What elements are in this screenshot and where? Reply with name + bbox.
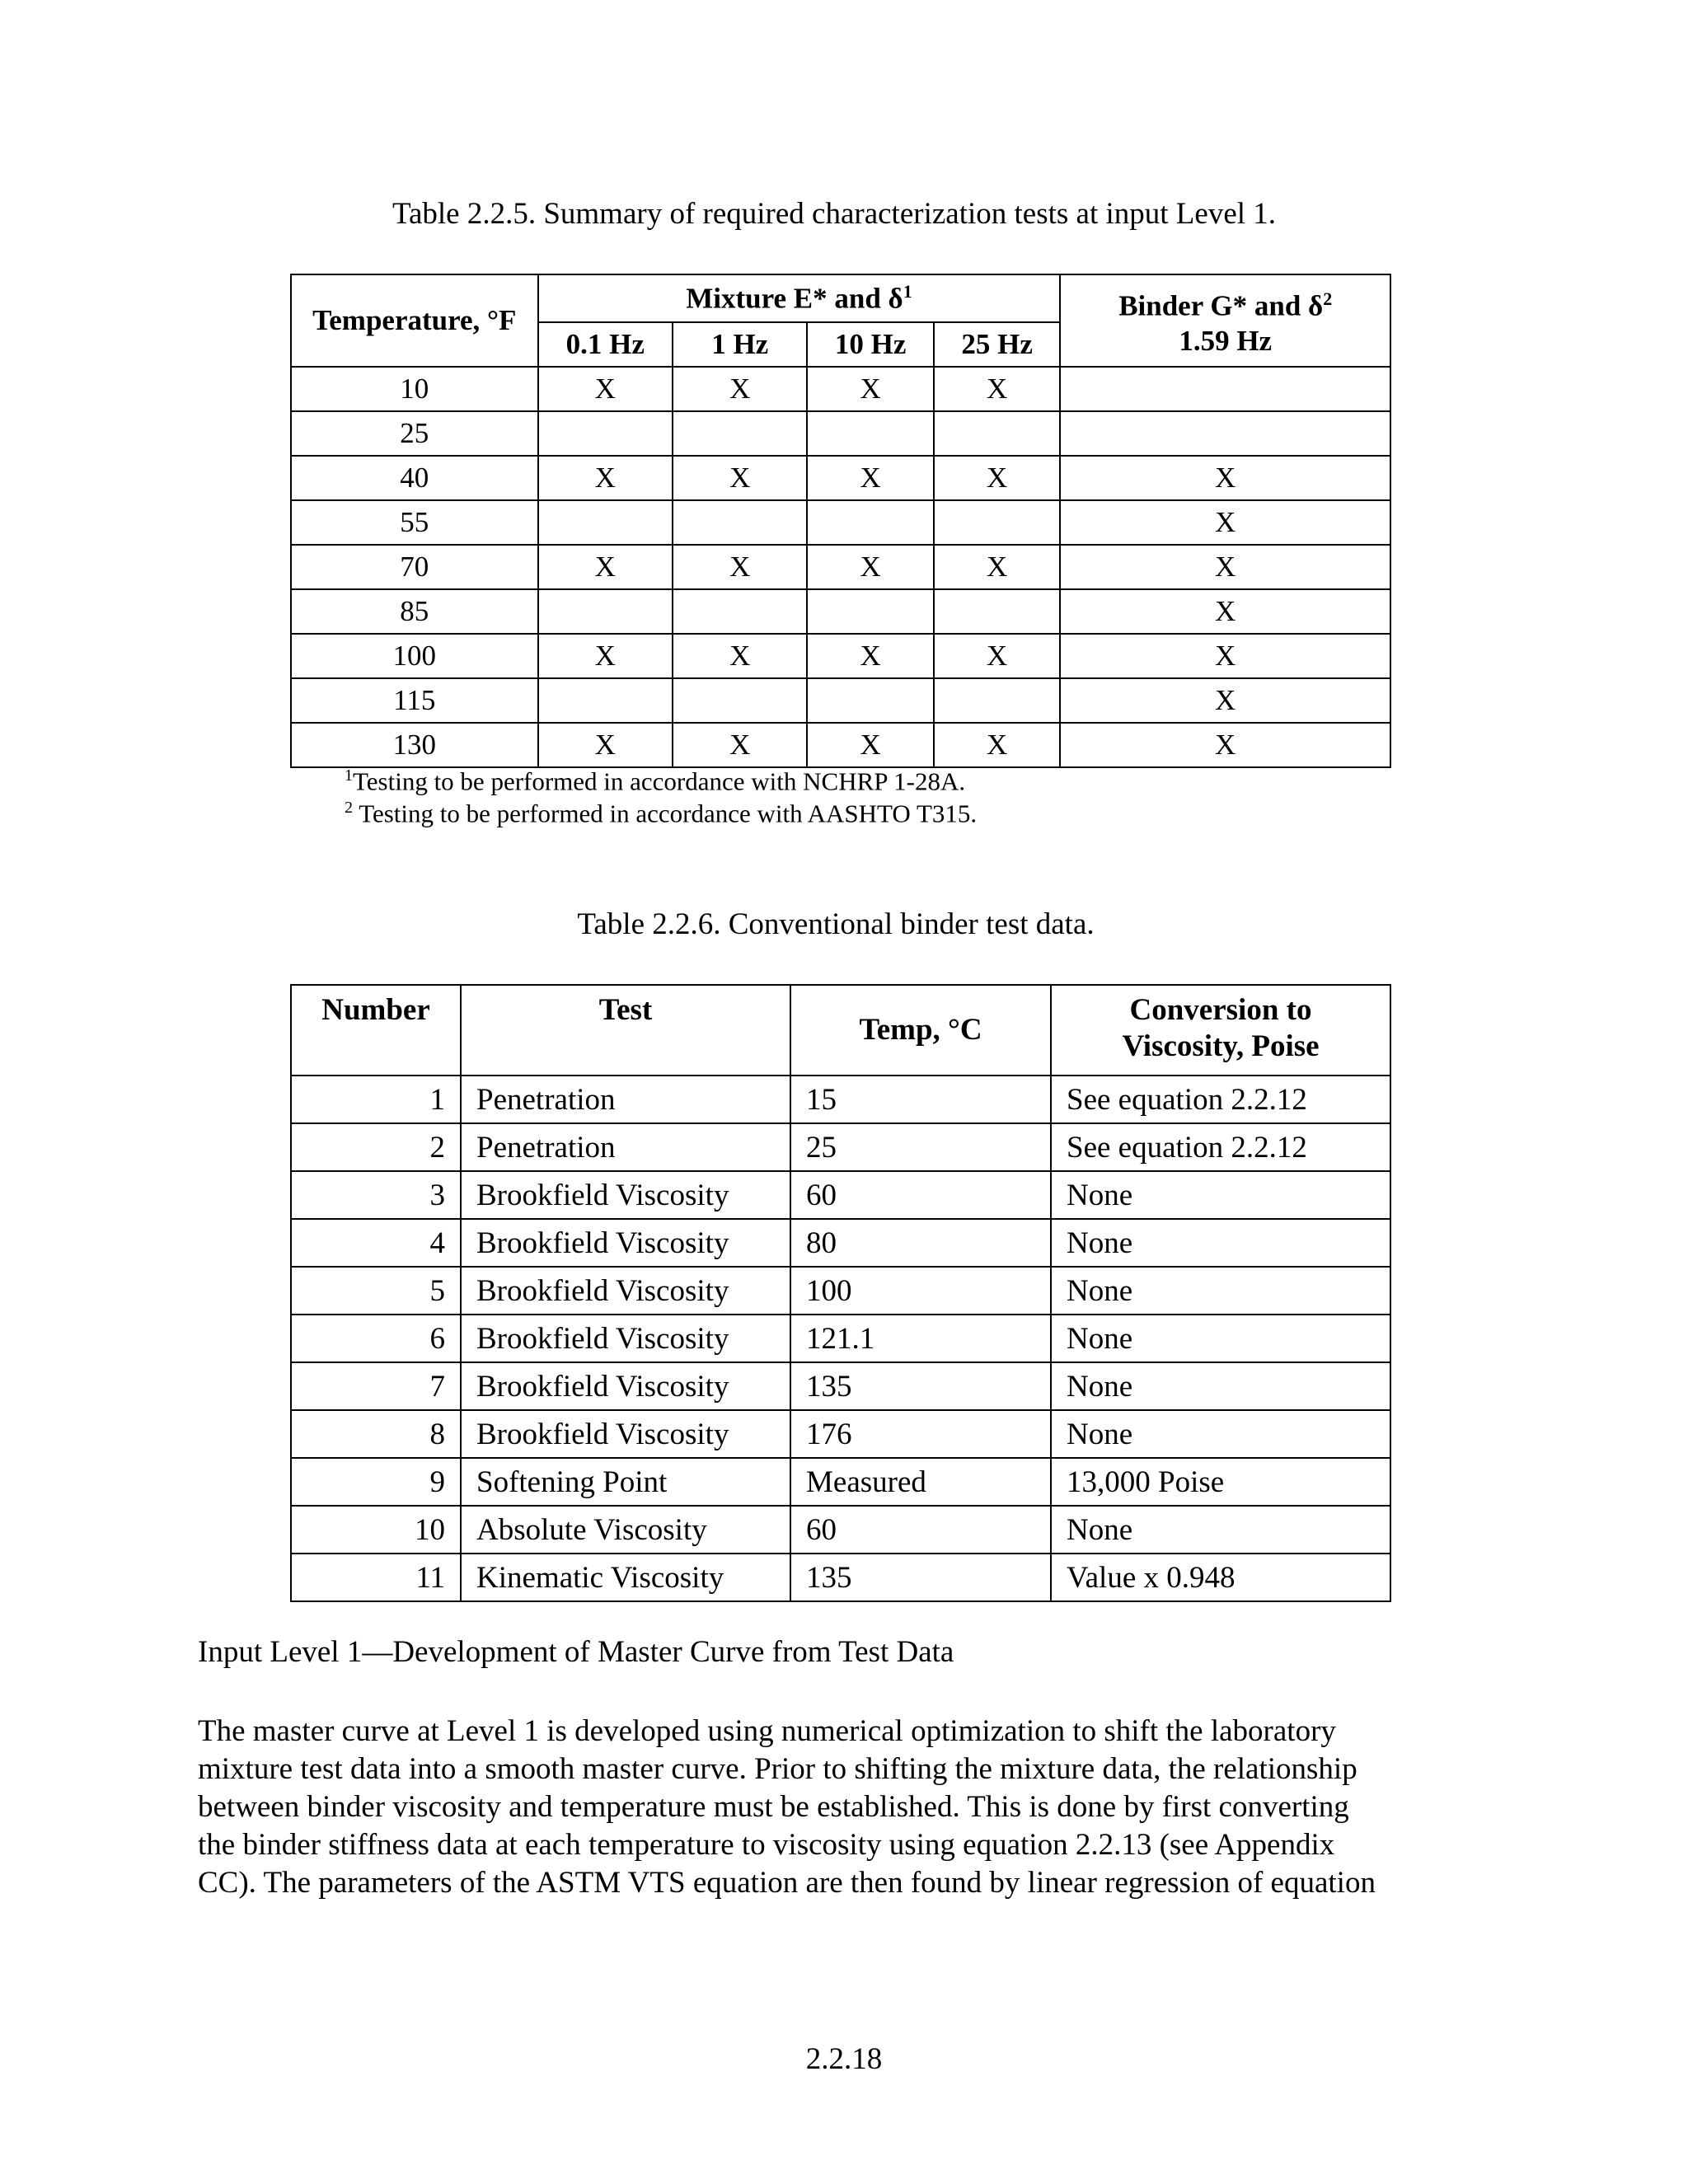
temp-cell: 176 xyxy=(790,1410,1051,1458)
mixture-test-cell xyxy=(673,678,807,723)
mixture-test-cell: X xyxy=(538,367,673,411)
binder-test-cell: X xyxy=(1060,545,1390,589)
freq-header: 1 Hz xyxy=(673,322,807,367)
temperature-cell: 130 xyxy=(291,723,538,767)
binder-test-cell xyxy=(1060,367,1390,411)
temp-cell: 15 xyxy=(790,1076,1051,1123)
test-cell: Penetration xyxy=(461,1123,790,1171)
temp-cell: 60 xyxy=(790,1506,1051,1554)
temperature-cell: 10 xyxy=(291,367,538,411)
test-cell: Brookfield Viscosity xyxy=(461,1362,790,1410)
conversion-cell: See equation 2.2.12 xyxy=(1051,1076,1390,1123)
paragraph-line: The master curve at Level 1 is developed using numerical optimization to shift the laboratory xyxy=(198,1714,1336,1748)
binder-test-cell: X xyxy=(1060,589,1390,634)
temp-cell: 80 xyxy=(790,1219,1051,1267)
test-cell: Softening Point xyxy=(461,1458,790,1506)
footnote-2: $^2$ Testing to be performed in accordance with AASHTO T315. xyxy=(345,799,978,828)
test-cell: Penetration xyxy=(461,1076,790,1123)
table-row xyxy=(291,1123,1390,1171)
binder-test-cell: X xyxy=(1060,500,1390,545)
mixture-test-cell xyxy=(934,411,1060,456)
binder-test-cell: X xyxy=(1060,634,1390,678)
binder-header: Binder G* and $\delta^2$ 1.59 Hz xyxy=(1060,274,1390,367)
freq-header: 0.1 Hz xyxy=(538,322,673,367)
mixture-test-cell: X xyxy=(807,723,933,767)
test-cell: Brookfield Viscosity xyxy=(461,1410,790,1458)
table-row xyxy=(291,1076,1390,1123)
mixture-test-cell: X xyxy=(934,634,1060,678)
table-row xyxy=(291,1458,1390,1506)
test-cell: Brookfield Viscosity xyxy=(461,1267,790,1315)
section-heading: Input Level 1—Development of Master Curve from Test Data xyxy=(198,1635,954,1669)
mixture-test-cell: X xyxy=(807,545,933,589)
table-2-2-6-caption: Table 2.2.6. Conventional binder test data. xyxy=(577,907,1095,941)
mixture-test-cell xyxy=(538,678,673,723)
freq-header: 10 Hz xyxy=(807,322,933,367)
mixture-test-cell xyxy=(807,500,933,545)
mixture-test-cell: X xyxy=(807,456,933,500)
page-number: 2.2.18 xyxy=(805,2042,883,2076)
mixture-test-cell: X xyxy=(538,634,673,678)
conversion-cell: Value x 0.948 xyxy=(1051,1554,1390,1601)
number-cell: 4 xyxy=(291,1219,461,1267)
mixture-test-cell xyxy=(538,411,673,456)
mixture-test-cell xyxy=(673,411,807,456)
mixture-test-cell: X xyxy=(538,545,673,589)
table-row xyxy=(291,545,1390,589)
number-cell: 8 xyxy=(291,1410,461,1458)
number-cell: 7 xyxy=(291,1362,461,1410)
number-cell: 11 xyxy=(291,1554,461,1601)
paragraph-line: mixture test data into a smooth master curve. Prior to shifting the mixture data, the relationship xyxy=(198,1752,1357,1786)
conversion-cell: See equation 2.2.12 xyxy=(1051,1123,1390,1171)
table-row xyxy=(291,367,1390,411)
mixture-test-cell: X xyxy=(673,545,807,589)
temperature-cell: 40 xyxy=(291,456,538,500)
mixture-test-cell xyxy=(934,500,1060,545)
number-cell: 1 xyxy=(291,1076,461,1123)
mixture-test-cell: X xyxy=(673,456,807,500)
paragraph-line: between binder viscosity and temperature must be established. This is done by first converting xyxy=(198,1790,1349,1824)
temperature-cell: 55 xyxy=(291,500,538,545)
number-cell: 6 xyxy=(291,1315,461,1362)
test-header: Test xyxy=(461,985,790,1076)
mixture-test-cell xyxy=(807,411,933,456)
table-row xyxy=(291,1171,1390,1219)
mixture-test-cell: X xyxy=(934,456,1060,500)
test-cell: Brookfield Viscosity xyxy=(461,1171,790,1219)
binder-test-cell xyxy=(1060,411,1390,456)
table-row xyxy=(291,1506,1390,1554)
temp-cell: 121.1 xyxy=(790,1315,1051,1362)
freq-header: 25 Hz xyxy=(934,322,1060,367)
temperature-cell: 25 xyxy=(291,411,538,456)
binder-test-data-table xyxy=(290,984,1391,1602)
table-row xyxy=(291,634,1390,678)
temperature-cell: 100 xyxy=(291,634,538,678)
mixture-test-cell: X xyxy=(807,634,933,678)
temp-cell: 135 xyxy=(790,1554,1051,1601)
table-row xyxy=(291,500,1390,545)
number-cell: 10 xyxy=(291,1506,461,1554)
mixture-test-cell: X xyxy=(673,723,807,767)
table-row xyxy=(291,456,1390,500)
temperature-header: Temperature, °F xyxy=(291,274,538,367)
mixture-test-cell: X xyxy=(934,545,1060,589)
table-row xyxy=(291,678,1390,723)
number-cell: 3 xyxy=(291,1171,461,1219)
test-cell: Brookfield Viscosity xyxy=(461,1219,790,1267)
table-row xyxy=(291,723,1390,767)
number-cell: 9 xyxy=(291,1458,461,1506)
mixture-test-cell xyxy=(673,500,807,545)
conversion-cell: 13,000 Poise xyxy=(1051,1458,1390,1506)
mixture-test-cell: X xyxy=(538,723,673,767)
test-cell: Brookfield Viscosity xyxy=(461,1315,790,1362)
table-2-2-5-caption: Table 2.2.5. Summary of required characterization tests at input Level 1. xyxy=(392,197,1277,231)
binder-test-cell: X xyxy=(1060,723,1390,767)
mixture-test-cell: X xyxy=(538,456,673,500)
test-cell: Absolute Viscosity xyxy=(461,1506,790,1554)
table-row xyxy=(291,1362,1390,1410)
paragraph-line: the binder stiffness data at each temperature to viscosity using equation 2.2.13 (see Appendix xyxy=(198,1828,1335,1862)
table-row xyxy=(291,1315,1390,1362)
temperature-cell: 85 xyxy=(291,589,538,634)
mixture-header: Mixture E* and $\delta^1$ xyxy=(538,274,1061,322)
mixture-test-cell xyxy=(807,589,933,634)
mixture-test-cell: X xyxy=(807,367,933,411)
number-cell: 2 xyxy=(291,1123,461,1171)
conversion-header: Conversion to Viscosity, Poise xyxy=(1051,985,1390,1076)
table-row xyxy=(291,1267,1390,1315)
temperature-cell: 115 xyxy=(291,678,538,723)
footnote-1: $^1$Testing to be performed in accordance with NCHRP 1-28A. xyxy=(345,766,966,796)
table-row xyxy=(291,1554,1390,1601)
characterization-tests-table xyxy=(290,274,1391,768)
binder-test-cell: X xyxy=(1060,678,1390,723)
mixture-test-cell: X xyxy=(934,367,1060,411)
body-paragraph xyxy=(198,1713,1500,1902)
table-row xyxy=(291,1219,1390,1267)
temp-cell: 25 xyxy=(790,1123,1051,1171)
temperature-cell: 70 xyxy=(291,545,538,589)
temp-header: Temp, °C xyxy=(790,985,1051,1076)
conversion-cell: None xyxy=(1051,1219,1390,1267)
mixture-test-cell xyxy=(934,589,1060,634)
mixture-test-cell xyxy=(807,678,933,723)
conversion-cell: None xyxy=(1051,1315,1390,1362)
paragraph-line: CC). The parameters of the ASTM VTS equation are then found by linear regression of equation xyxy=(198,1866,1376,1900)
table-row xyxy=(291,589,1390,634)
number-cell: 5 xyxy=(291,1267,461,1315)
table-row xyxy=(291,411,1390,456)
conversion-cell: None xyxy=(1051,1362,1390,1410)
conversion-cell: None xyxy=(1051,1410,1390,1458)
temp-cell: Measured xyxy=(790,1458,1051,1506)
temp-cell: 135 xyxy=(790,1362,1051,1410)
mixture-test-cell: X xyxy=(673,367,807,411)
mixture-test-cell: X xyxy=(934,723,1060,767)
mixture-test-cell xyxy=(673,589,807,634)
number-header: Number xyxy=(291,985,461,1076)
table-row xyxy=(291,1410,1390,1458)
temp-cell: 60 xyxy=(790,1171,1051,1219)
mixture-test-cell xyxy=(538,500,673,545)
temp-cell: 100 xyxy=(790,1267,1051,1315)
mixture-test-cell: X xyxy=(673,634,807,678)
mixture-test-cell xyxy=(934,678,1060,723)
conversion-cell: None xyxy=(1051,1506,1390,1554)
conversion-cell: None xyxy=(1051,1171,1390,1219)
test-cell: Kinematic Viscosity xyxy=(461,1554,790,1601)
conversion-cell: None xyxy=(1051,1267,1390,1315)
binder-test-cell: X xyxy=(1060,456,1390,500)
mixture-test-cell xyxy=(538,589,673,634)
